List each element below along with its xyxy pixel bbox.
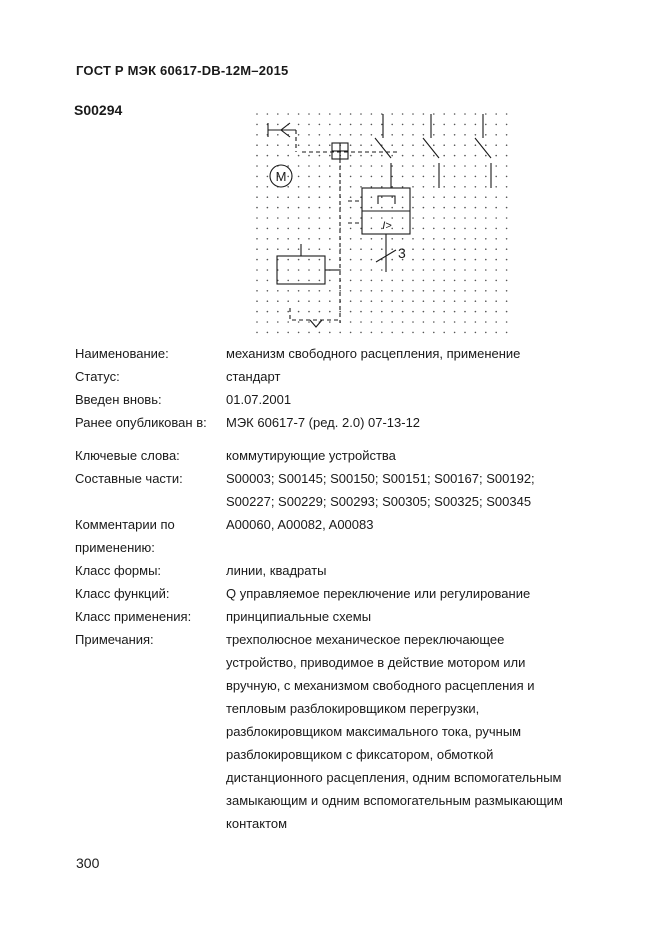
property-value: разблокировщиком с фиксатором, обмоткой [226,747,494,762]
document-header: ГОСТ Р МЭК 60617-DB-12M–2015 [76,63,289,78]
property-row [75,789,615,812]
property-row [75,559,615,582]
auxiliary-contact-symbol [310,320,322,327]
property-row [75,388,615,411]
symbol-id: S00294 [74,102,123,118]
property-value [226,536,615,559]
property-key: Составные части: [75,471,183,486]
property-value: линии, квадраты [226,563,327,578]
manual-release-symbol [268,123,296,137]
property-value: разблокировщиком максимального тока, ручным [226,724,522,739]
property-row [75,536,615,559]
figure-label: 3 [398,245,406,261]
property-key: Статус: [75,369,120,384]
property-row [75,651,615,674]
property-key [75,651,226,674]
property-value: механизм свободного расцепления, применение [226,346,521,361]
properties-table [75,342,615,835]
section-gap [75,434,615,444]
property-row [75,812,615,835]
property-key: Комментарии по [75,517,175,532]
property-row [75,674,615,697]
property-key: Ранее опубликован в: [75,415,207,430]
auxiliary-contact-link [290,308,340,320]
property-value: дистанционного расцепления, одним вспомогательным [226,770,562,785]
property-value: контактом [226,816,288,831]
property-value: A00060, A00082, A00083 [226,517,374,532]
property-key: применению: [75,540,155,555]
property-key [75,812,226,835]
property-row [75,411,615,434]
property-row [75,720,615,743]
circuit-diagram [250,108,515,340]
property-key [75,697,226,720]
thermal-label: I> [382,220,392,232]
property-row [75,628,615,651]
pole-2 [423,114,439,188]
property-value: стандарт [226,369,281,384]
property-row [75,490,615,513]
property-value: тепловым разблокировщиком перегрузки, [226,701,480,716]
property-row [75,342,615,365]
property-row [75,743,615,766]
property-value: принципиальные схемы [226,609,372,624]
property-key: Класс применения: [75,609,192,624]
property-key [75,789,226,812]
property-value: коммутирующие устройства [226,448,396,463]
property-row [75,582,615,605]
property-row [75,467,615,490]
property-value: S00003; S00145; S00150; S00151; S00167; S00192; [226,471,535,486]
property-row [75,605,615,628]
property-row [75,444,615,467]
property-row [75,513,615,536]
property-key [75,743,226,766]
property-row [75,365,615,388]
pole-3 [475,114,491,188]
property-value: вручную, с механизмом свободного расцепления и [226,678,535,693]
property-value: замыкающим и одним вспомогательным размыкающим [226,793,563,808]
trip-coil [277,256,325,284]
motor-label: M [275,169,287,184]
property-row [75,766,615,789]
page-number: 300 [76,855,100,871]
property-key [75,490,226,513]
pole-1 [375,114,391,188]
property-value: Q управляемое переключение или регулирование [226,586,531,601]
property-value: трехполюсное механическое переключающее [226,632,505,647]
property-key: Примечания: [75,632,154,647]
property-value: S00227; S00229; S00293; S00305; S00325; S00345 [226,494,532,509]
property-key [75,674,226,697]
property-key: Наименование: [75,346,169,361]
property-key [75,720,226,743]
property-key: Ключевые слова: [75,448,180,463]
property-row [75,697,615,720]
property-key: Класс формы: [75,563,162,578]
property-value: устройство, приводимое в действие мотором или [226,655,526,670]
property-value: 01.07.2001 [226,392,292,407]
property-key: Класс функций: [75,586,170,601]
property-key: Введен вновь: [75,392,162,407]
property-value: МЭК 60617-7 (ред. 2.0) 07-13-12 [226,415,421,430]
property-key [75,766,226,789]
